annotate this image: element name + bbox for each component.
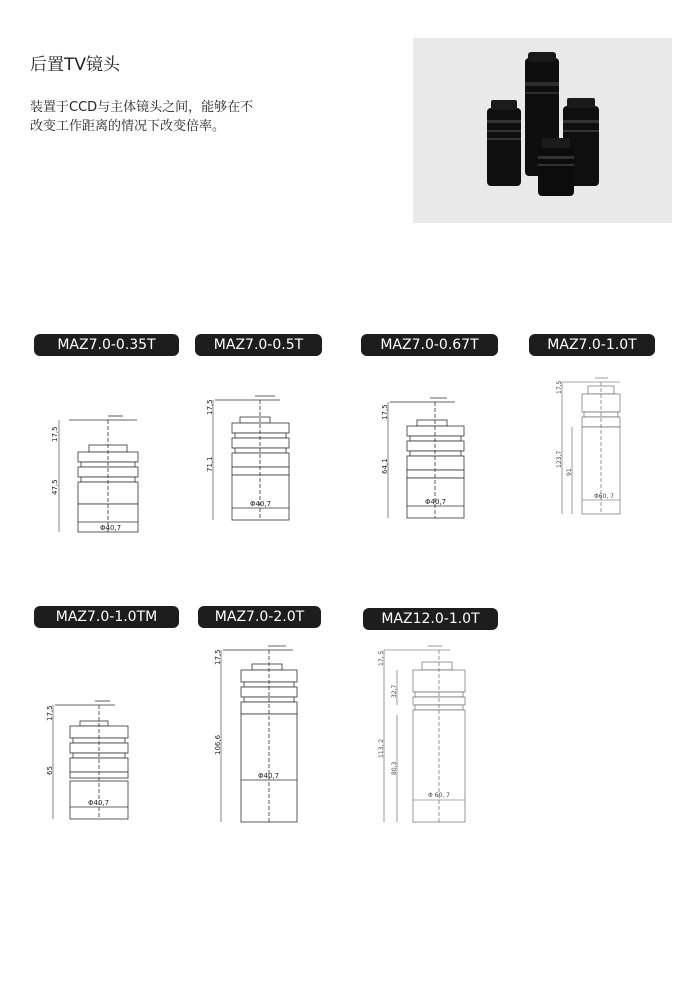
main-dim: 64,1 bbox=[381, 458, 389, 474]
drawing-maz7-2-0t bbox=[208, 640, 318, 830]
description-line-1: 装置于CCD与主体镜头之间，能够在不 bbox=[30, 100, 254, 115]
inner-dim: 80,3 bbox=[391, 761, 398, 775]
main-dim: 47,5 bbox=[51, 479, 59, 495]
top-dim: 17,5 bbox=[206, 399, 214, 415]
top-dim: 17,5 bbox=[381, 404, 389, 420]
diameter-dim: Φ40,7 bbox=[250, 500, 272, 508]
diameter-dim: Φ40,7 bbox=[425, 498, 447, 506]
inner-dim: 91 bbox=[566, 468, 573, 476]
model-label-6: MAZ7.0-2.0T bbox=[198, 606, 321, 628]
upper-dim: 32,7 bbox=[391, 684, 398, 698]
model-label-4: MAZ7.0-1.0T bbox=[529, 334, 655, 356]
description bbox=[30, 98, 290, 136]
top-dim: 17, 5 bbox=[378, 650, 385, 666]
main-dim: 123,7 bbox=[556, 450, 563, 468]
main-dim: 71,1 bbox=[206, 456, 214, 472]
drawing-maz7-1-0t bbox=[550, 372, 660, 522]
model-label-5: MAZ7.0-1.0TM bbox=[34, 606, 179, 628]
main-dim: 106,6 bbox=[214, 734, 222, 755]
top-dim: 17,5 bbox=[556, 380, 563, 394]
diameter-dim: Φ40,7 bbox=[258, 772, 280, 780]
top-dim: 17,5 bbox=[51, 426, 59, 442]
description-line-2: 改变工作距离的情况下改变倍率。 bbox=[30, 119, 226, 134]
diameter-dim: Φ40,7 bbox=[88, 799, 110, 807]
top-dim: 17,5 bbox=[214, 649, 222, 665]
drawing-maz7-0-5t bbox=[200, 390, 310, 525]
main-dim: 65 bbox=[46, 766, 54, 775]
model-label-3: MAZ7.0-0.67T bbox=[361, 334, 498, 356]
diameter-dim: Φ60, 7 bbox=[594, 493, 614, 500]
drawing-maz7-1-0tm bbox=[40, 695, 150, 825]
model-label-2: MAZ7.0-0.5T bbox=[195, 334, 322, 356]
product-photo bbox=[413, 38, 672, 223]
diameter-dim: Φ40,7 bbox=[100, 524, 122, 532]
top-dim: 17,5 bbox=[46, 705, 54, 721]
main-dim: 113, 2 bbox=[378, 738, 385, 758]
drawing-maz12-1-0t bbox=[370, 640, 490, 830]
diameter-dim: Φ 60, 7 bbox=[428, 792, 450, 799]
drawing-maz7-0-67t bbox=[375, 392, 485, 524]
drawing-maz7-0-35t bbox=[45, 410, 155, 540]
page-title: 后置TV镜头 bbox=[30, 55, 121, 75]
model-label-1: MAZ7.0-0.35T bbox=[34, 334, 179, 356]
model-label-7: MAZ12.0-1.0T bbox=[363, 608, 498, 630]
